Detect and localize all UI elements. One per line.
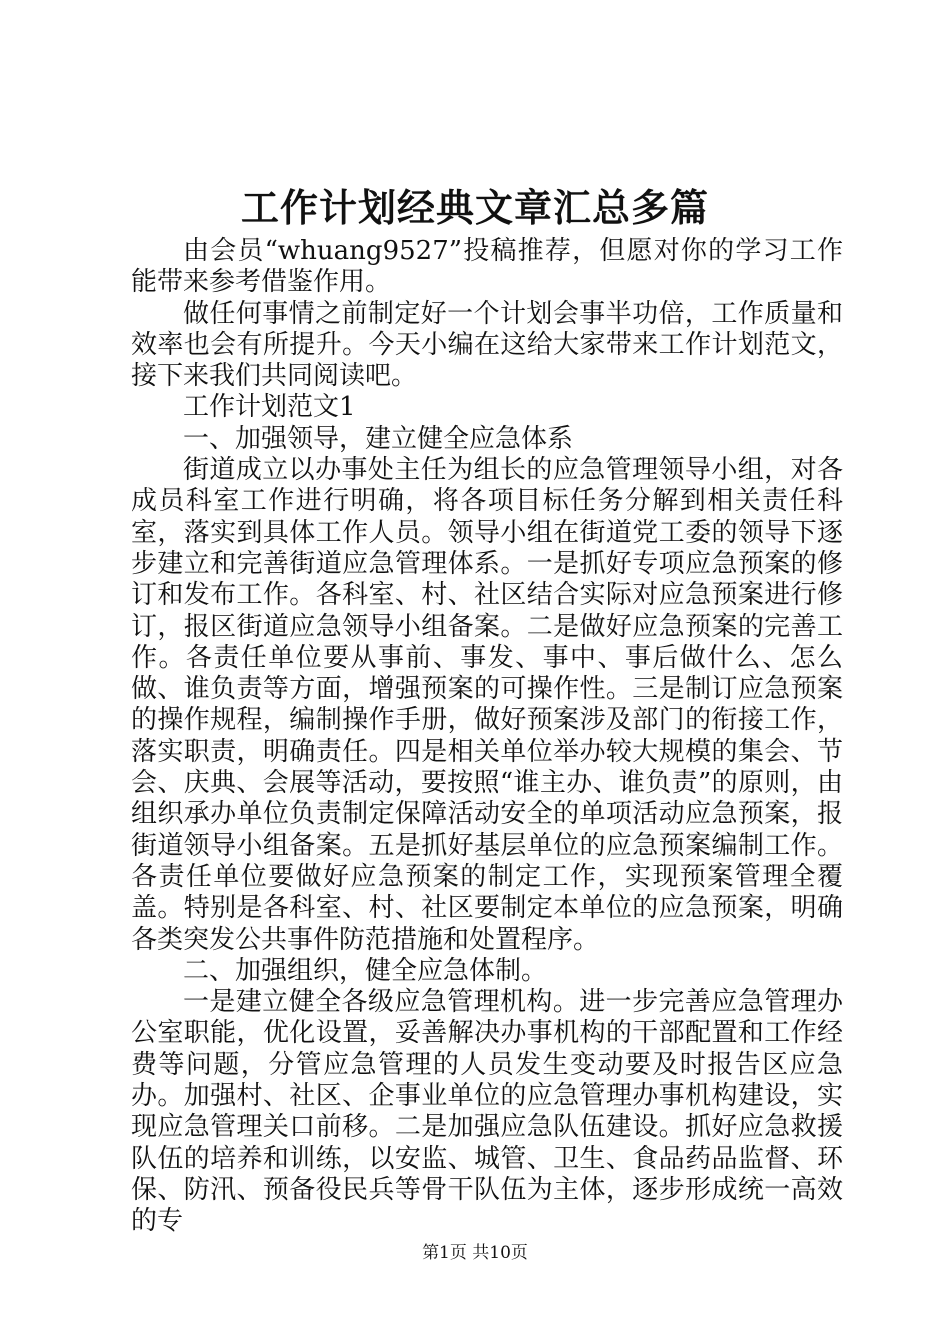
section-heading-sample: 工作计划范文1	[183, 392, 356, 423]
paragraph-section-2: 一是建立健全各级应急管理机构。进一步完善应急管理办公室职能，优化设置，妥善解决办事机构的干部配置和工作经费等问题，分管应急管理的人员发生变动要及时报告区应急办。加强村、社区、企事业单位的应急管理办事机构建设，实现应急管理关口前移。二是加强应急队伍建设。抓好应急救援队伍的培养和训练，以安监、城管、卫生、食品药品监督、环保、防汛、预备役民兵等骨干队伍为主体，逐步形成统一高效的专	[131, 987, 843, 1237]
paragraph-section-1: 街道成立以办事处主任为组长的应急管理领导小组，对各成员科室工作进行明确，将各项目标任务分解到相关责任科室，落实到具体工作人员。领导小组在街道党工委的领导下逐步建立和完善街道应急管理体系。一是抓好专项应急预案的修订和发布工作。各科室、村、社区结合实际对应急预案进行修订，报区街道应急领导小组备案。二是做好应急预案的完善工作。各责任单位要从事前、事发、事中、事后做什么、怎么做、谁负责等方面，增强预案的可操作性。三是制订应急预案的操作规程，编制操作手册，做好预案涉及部门的衔接工作，落实职责，明确责任。四是相关单位举办较大规模的集会、节会、庆典、会展等活动，要按照“谁主办、谁负责”的原则，由组织承办单位负责制定保障活动安全的单项活动应急预案，报街道领导小组备案。五是抓好基层单位的应急预案编制工作。各责任单位要做好应急预案的制定工作，实现预案管理全覆盖。特别是各科室、村、社区要制定本单位的应急预案，明确各类突发公共事件防范措施和处置程序。	[131, 455, 843, 955]
paragraph-intro: 由会员“whuang9527”投稿推荐，但愿对你的学习工作能带来参考借鉴作用。	[131, 236, 843, 298]
paragraph-preface: 做任何事情之前制定好一个计划会事半功倍，工作质量和效率也会有所提升。今天小编在这给大家带来工作计划范文，接下来我们共同阅读吧。	[131, 298, 843, 392]
section-heading-1: 一、加强领导，建立健全应急体系	[183, 423, 574, 454]
page-footer: 第1页 共10页	[422, 1243, 528, 1263]
section-heading-2: 二、加强组织，健全应急体制。	[183, 955, 548, 986]
document-body	[131, 236, 843, 1238]
document-title: 工作计划经典文章汇总多篇	[240, 185, 709, 230]
